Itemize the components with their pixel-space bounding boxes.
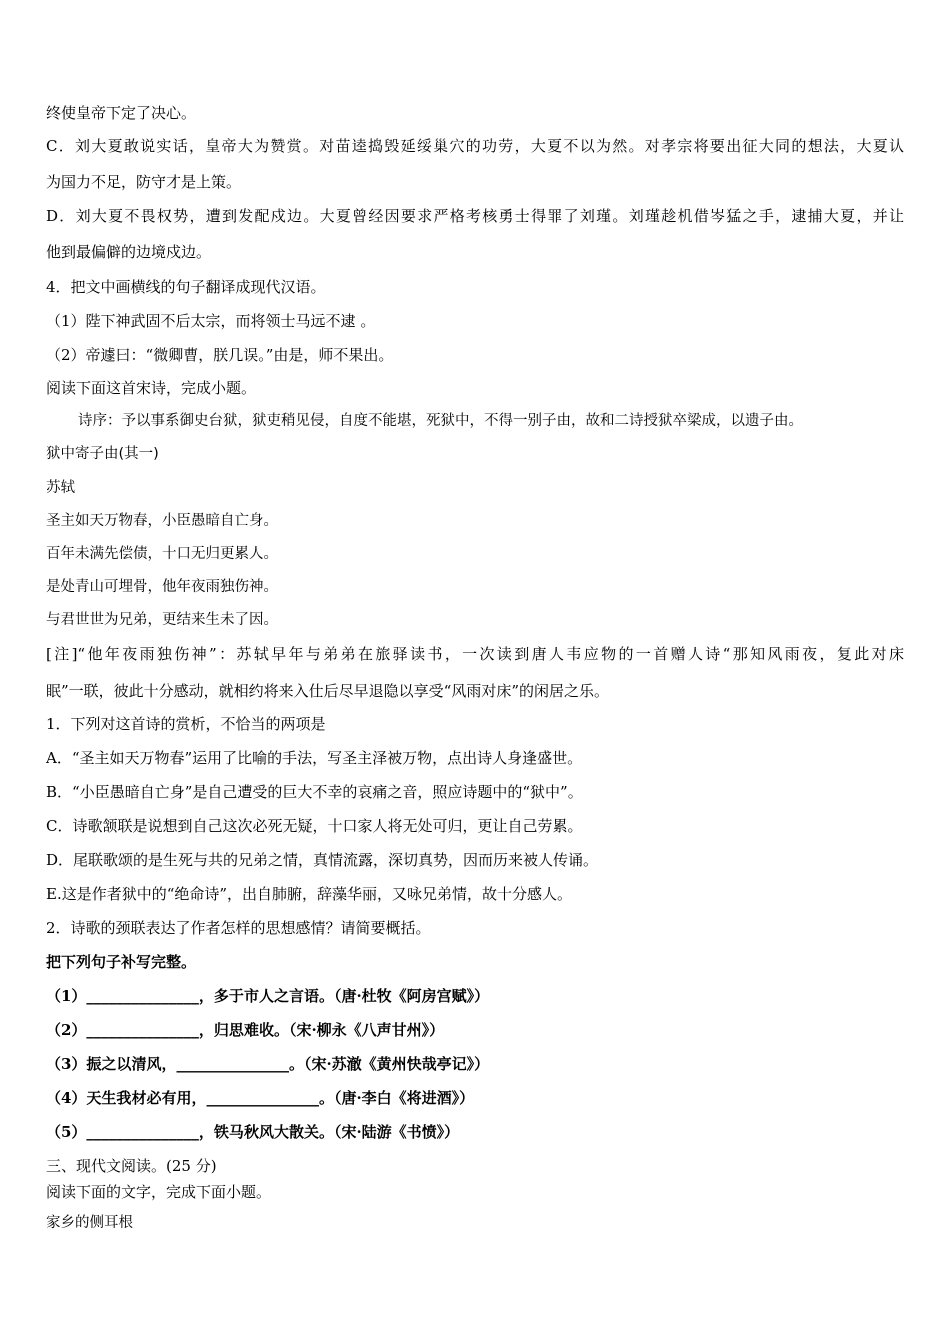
poem-line: 圣主如天万物春，小臣愚暗自亡身。 bbox=[46, 513, 278, 529]
poem-question-1-option-e: E.这是作者狱中的“绝命诗”，出自肺腑，辞藻华丽，又咏兄弟情，故十分感人。 bbox=[46, 885, 573, 903]
poem-line: 是处青山可埋骨，他年夜雨独伤神。 bbox=[46, 579, 278, 595]
fill-in-item: （5）_______________，铁马秋风大散关。（宋·陆游《书愤》） bbox=[46, 1123, 460, 1141]
poem-question-1-option-c: C．诗歌颔联是说想到自己这次必死无疑，十口家人将无处可归，更让自己劳累。 bbox=[46, 817, 583, 835]
section-3-heading: 三、现代文阅读。(25 分) bbox=[46, 1157, 217, 1175]
poem-question-2: 2．诗歌的颈联表达了作者怎样的思想感情？请简要概括。 bbox=[46, 919, 431, 937]
poem-question-1-option-b: B．“小臣愚暗自亡身”是自己遭受的巨大不幸的哀痛之音，照应诗题中的“狱中”。 bbox=[46, 783, 583, 801]
option-c-line-1: C．刘大夏敢说实话，皇帝大为赞赏。对苗逵捣毁延绥巢穴的功劳，大夏不以为然。对孝宗将要出征大同的想法，大夏认 bbox=[46, 137, 904, 155]
question-4-sentence-1: （1）陛下神武固不后太宗，而将领士马远不逮 。 bbox=[46, 312, 376, 330]
question-4-sentence-2: （2）帝遽曰：“微卿曹，朕几误。”由是，师不果出。 bbox=[46, 346, 394, 364]
poem-line: 与君世世为兄弟，更结来生未了因。 bbox=[46, 612, 278, 628]
poem-note-line-1: [注]“他年夜雨独伤神”：苏轼早年与弟弟在旅驿读书，一次读到唐人韦应物的一首赠人诗“那知风雨夜，复此对床 bbox=[46, 645, 904, 663]
option-d-line-2: 他到最偏僻的边境戍边。 bbox=[46, 243, 212, 261]
fill-in-item: （3）振之以清风，_______________。（宋·苏澈《黄州快哉亭记》） bbox=[46, 1055, 490, 1073]
fill-in-item: （2）_______________，归思难收。（宋·柳永《八声甘州》） bbox=[46, 1021, 445, 1039]
fill-in-title: 把下列句子补写完整。 bbox=[46, 953, 197, 971]
poem-line: 百年未满先偿债，十口无归更累人。 bbox=[46, 546, 278, 562]
question-4-title: 4．把文中画横线的句子翻译成现代汉语。 bbox=[46, 278, 326, 296]
option-b-continuation: 终使皇帝下定了决心。 bbox=[46, 104, 197, 122]
poem-question-1-title: 1．下列对这首诗的赏析，不恰当的两项是 bbox=[46, 715, 326, 733]
poem-author: 苏轼 bbox=[46, 480, 75, 496]
poem-preface: 诗序：予以事系御史台狱，狱吏稍见侵，自度不能堪，死狱中，不得一别子由，故和二诗授狱卒梁成，以遗子由。 bbox=[78, 413, 803, 429]
poem-note-line-2: 眠”一联，彼此十分感动，就相约将来入仕后尽早退隐以享受“风雨对床”的闲居之乐。 bbox=[46, 682, 610, 700]
poem-intro: 阅读下面这首宋诗，完成小题。 bbox=[46, 379, 257, 397]
option-c-line-2: 为国力不足，防守才是上策。 bbox=[46, 173, 242, 191]
article-title: 家乡的侧耳根 bbox=[46, 1215, 133, 1231]
section-3-intro: 阅读下面的文字，完成下面小题。 bbox=[46, 1183, 272, 1201]
option-d-line-1: D．刘大夏不畏权势，遭到发配戍边。大夏曾经因要求严格考核勇士得罪了刘瑾。刘瑾趁机借岑猛之手，逮捕大夏，并让 bbox=[46, 207, 904, 225]
fill-in-item: （1）_______________，多于市人之言语。（唐·杜牧《阿房宫赋》） bbox=[46, 987, 490, 1005]
poem-question-1-option-a: A．“圣主如天万物春”运用了比喻的手法，写圣主泽被万物，点出诗人身逢盛世。 bbox=[46, 749, 583, 767]
poem-question-1-option-d: D．尾联歌颂的是生死与共的兄弟之情，真情流露，深切真势，因而历来被人传诵。 bbox=[46, 851, 599, 869]
poem-title: 狱中寄子由(其一) bbox=[46, 446, 159, 462]
fill-in-item: （4）天生我材必有用，_______________。（唐·李白《将进酒》） bbox=[46, 1089, 475, 1107]
